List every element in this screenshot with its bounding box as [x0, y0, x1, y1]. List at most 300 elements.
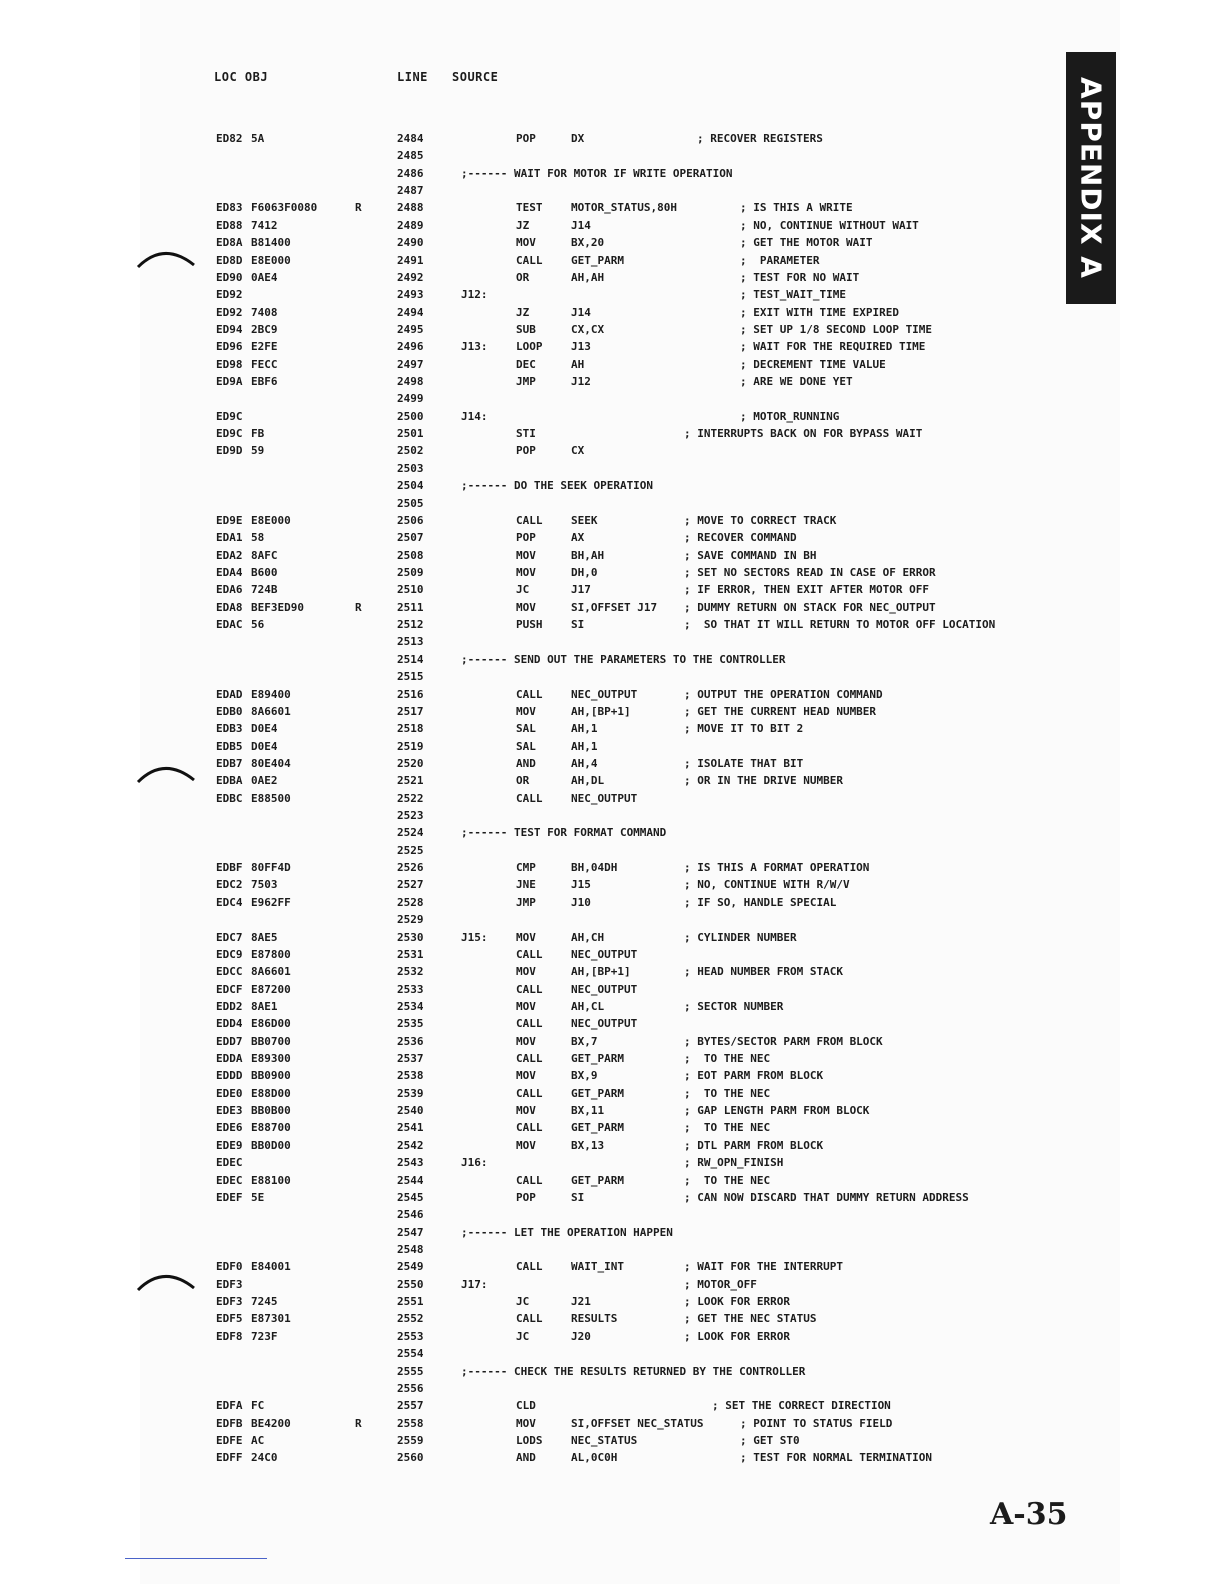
location-cell: ED88 [216, 218, 243, 232]
label-cell: J15: [461, 930, 488, 944]
object-code-cell: E88500 [251, 791, 291, 805]
header-line: LINE [397, 70, 428, 84]
location-cell: EDEF [216, 1190, 243, 1204]
location-cell: EDDA [216, 1052, 243, 1066]
location-cell: EDC9 [216, 947, 243, 961]
location-cell: ED94 [216, 322, 243, 336]
location-cell: EDCF [216, 982, 243, 996]
opcode-cell: CALL [516, 1173, 543, 1187]
object-code-cell: 7412 [251, 218, 278, 232]
listing-row [0, 582, 1060, 599]
comment-cell: ; OUTPUT THE OPERATION COMMAND [684, 687, 883, 701]
listing-row [0, 1259, 1060, 1276]
operand-cell: BX,11 [571, 1104, 605, 1118]
listing-row [0, 339, 1060, 356]
location-cell: EDB3 [216, 722, 243, 736]
object-code-cell: 59 [251, 444, 265, 458]
operand-cell: NEC_OUTPUT [571, 982, 638, 996]
line-number-cell: 2504 [397, 479, 424, 493]
opcode-cell: JC [516, 1295, 530, 1309]
opcode-cell: JZ [516, 218, 530, 232]
comment-cell: ; SAVE COMMAND IN BH [684, 548, 817, 562]
object-code-cell: D0E4 [251, 722, 278, 736]
line-number-cell: 2524 [397, 826, 424, 840]
opcode-cell: POP [516, 132, 536, 145]
comment-cell: ; POINT TO STATUS FIELD [740, 1416, 893, 1430]
line-number-cell: 2540 [397, 1104, 424, 1118]
object-code-cell: 7245 [251, 1295, 278, 1309]
listing-row [0, 1207, 1060, 1224]
object-code-cell: E8E000 [251, 253, 291, 267]
line-number-cell: 2541 [397, 1121, 424, 1135]
comment-cell: ; IS THIS A WRITE [740, 201, 853, 215]
line-number-cell: 2496 [397, 340, 424, 354]
opcode-cell: CMP [516, 861, 536, 875]
line-number-cell: 2549 [397, 1260, 424, 1274]
listing-row [0, 530, 1060, 547]
location-cell: EDA4 [216, 565, 243, 579]
line-number-cell: 2543 [397, 1156, 424, 1170]
object-code-cell: 8AE5 [251, 930, 278, 944]
line-number-cell: 2535 [397, 1017, 424, 1031]
operand-cell: AL,0C0H [571, 1451, 618, 1465]
comment-cell: ; RECOVER REGISTERS [697, 132, 823, 145]
line-number-cell: 2512 [397, 618, 424, 632]
location-cell: ED98 [216, 357, 243, 371]
line-number-cell: 2537 [397, 1052, 424, 1066]
operand-cell: J17 [571, 583, 591, 597]
listing-row [0, 1034, 1060, 1051]
comment-cell: ; IF SO, HANDLE SPECIAL [684, 895, 837, 909]
opcode-cell: CALL [516, 791, 543, 805]
operand-cell: GET_PARM [571, 1052, 624, 1066]
line-number-cell: 2558 [397, 1416, 424, 1430]
operand-cell: J14 [571, 305, 591, 319]
operand-cell: J14 [571, 218, 591, 232]
location-cell: EDCC [216, 965, 243, 979]
listing-row [0, 1068, 1060, 1085]
object-code-cell: E87301 [251, 1312, 291, 1326]
object-code-cell: 0AE2 [251, 774, 278, 788]
operand-cell: GET_PARM [571, 1173, 624, 1187]
listing-row [0, 287, 1060, 304]
listing-row [0, 305, 1060, 322]
opcode-cell: CALL [516, 1312, 543, 1326]
line-number-cell: 2519 [397, 739, 424, 753]
object-code-cell: E8E000 [251, 513, 291, 527]
location-cell: EDAC [216, 618, 243, 632]
location-cell: EDE3 [216, 1104, 243, 1118]
operand-cell: AH,4 [571, 756, 598, 770]
listing-row [0, 461, 1060, 478]
section-separator-comment: ;------ SEND OUT THE PARAMETERS TO THE CONTROLLER [461, 652, 786, 666]
location-cell: EDE6 [216, 1121, 243, 1135]
line-number-cell: 2490 [397, 236, 424, 250]
location-cell: EDC7 [216, 930, 243, 944]
comment-cell: ; EXIT WITH TIME EXPIRED [740, 305, 899, 319]
listing-row [0, 322, 1060, 339]
object-code-cell: 56 [251, 618, 265, 632]
label-cell: J14: [461, 409, 488, 423]
line-number-cell: 2544 [397, 1173, 424, 1187]
object-code-cell: 8A6601 [251, 704, 291, 718]
comment-cell: ; GET THE MOTOR WAIT [740, 236, 873, 250]
operand-cell: MOTOR_STATUS,80H [571, 201, 677, 215]
listing-row [0, 1277, 1060, 1294]
opcode-cell: AND [516, 1451, 536, 1465]
operand-cell: BX,20 [571, 236, 605, 250]
comment-cell: ; WAIT FOR THE REQUIRED TIME [740, 340, 926, 354]
listing-row [0, 1190, 1060, 1207]
opcode-cell: SUB [516, 322, 536, 336]
line-number-cell: 2555 [397, 1364, 424, 1378]
comment-cell: ; HEAD NUMBER FROM STACK [684, 965, 843, 979]
line-number-cell: 2550 [397, 1277, 424, 1291]
operand-cell: BX,7 [571, 1034, 598, 1048]
listing-row [0, 791, 1060, 808]
listing-row [0, 513, 1060, 530]
line-number-cell: 2518 [397, 722, 424, 736]
object-code-cell: B600 [251, 565, 278, 579]
object-code-cell: 7503 [251, 878, 278, 892]
comment-cell: ; MOVE TO CORRECT TRACK [684, 513, 837, 527]
listing-row [0, 1364, 1060, 1381]
comment-cell: ; SET THE CORRECT DIRECTION [712, 1399, 891, 1413]
listing-row [0, 235, 1060, 252]
location-cell: EDFF [216, 1451, 243, 1465]
listing-row [0, 1329, 1060, 1346]
location-cell: ED8A [216, 236, 243, 250]
location-cell: EDC2 [216, 878, 243, 892]
opcode-cell: LOOP [516, 340, 543, 354]
operand-cell: J13 [571, 340, 591, 354]
relocation-flag: R [355, 201, 362, 215]
opcode-cell: MOV [516, 1069, 536, 1083]
comment-cell: ; OR IN THE DRIVE NUMBER [684, 774, 843, 788]
page-number: A-35 [990, 1497, 1068, 1532]
header-loc-obj: LOC OBJ [214, 70, 269, 84]
comment-cell: ; PARAMETER [740, 253, 820, 267]
appendix-tab [1066, 52, 1116, 304]
listing-row [0, 496, 1060, 513]
operand-cell: WAIT_INT [571, 1260, 624, 1274]
location-cell: EDF3 [216, 1295, 243, 1309]
comment-cell: ; SO THAT IT WILL RETURN TO MOTOR OFF LOCATION [684, 618, 996, 632]
object-code-cell: BB0900 [251, 1069, 291, 1083]
opcode-cell: JC [516, 583, 530, 597]
object-code-cell: FECC [251, 357, 278, 371]
operand-cell: DH,0 [571, 565, 598, 579]
opcode-cell: POP [516, 444, 536, 458]
object-code-cell: 2BC9 [251, 322, 278, 336]
listing-row [0, 634, 1060, 651]
line-number-cell: 2497 [397, 357, 424, 371]
comment-cell: ; TO THE NEC [684, 1121, 771, 1135]
location-cell: EDF5 [216, 1312, 243, 1326]
location-cell: EDF8 [216, 1329, 243, 1343]
location-cell: EDE9 [216, 1138, 243, 1152]
object-code-cell: D0E4 [251, 739, 278, 753]
line-number-cell: 2560 [397, 1451, 424, 1465]
line-number-cell: 2526 [397, 861, 424, 875]
comment-cell: ; MOVE IT TO BIT 2 [684, 722, 804, 736]
comment-cell: ; RECOVER COMMAND [684, 531, 797, 545]
opcode-cell: JNE [516, 878, 536, 892]
opcode-cell: CALL [516, 253, 543, 267]
opcode-cell: CALL [516, 982, 543, 996]
listing-row [0, 895, 1060, 912]
listing-row [0, 843, 1060, 860]
operand-cell: SI,OFFSET J17 [571, 600, 658, 614]
comment-cell: ; LOOK FOR ERROR [684, 1295, 790, 1309]
listing-row [0, 669, 1060, 686]
operand-cell: NEC_STATUS [571, 1433, 638, 1447]
listing-row [0, 721, 1060, 738]
opcode-cell: OR [516, 270, 530, 284]
location-cell: ED9C [216, 409, 243, 423]
line-number-cell: 2556 [397, 1381, 424, 1395]
opcode-cell: POP [516, 531, 536, 545]
operand-cell: GET_PARM [571, 1086, 624, 1100]
object-code-cell: 24C0 [251, 1451, 278, 1465]
opcode-cell: CLD [516, 1399, 536, 1413]
listing-row [0, 270, 1060, 287]
comment-cell: ; SET NO SECTORS READ IN CASE OF ERROR [684, 565, 936, 579]
opcode-cell: TEST [516, 201, 543, 215]
object-code-cell: BB0B00 [251, 1104, 291, 1118]
line-number-cell: 2548 [397, 1243, 424, 1256]
operand-cell: SI [571, 618, 585, 632]
line-number-cell: 2514 [397, 652, 424, 666]
section-separator-comment: ;------ TEST FOR FORMAT COMMAND [461, 826, 667, 840]
listing-row [0, 166, 1060, 183]
line-number-cell: 2532 [397, 965, 424, 979]
location-cell: EDAD [216, 687, 243, 701]
object-code-cell: 80FF4D [251, 861, 291, 875]
line-number-cell: 2545 [397, 1190, 424, 1204]
line-number-cell: 2488 [397, 201, 424, 215]
object-code-cell: 8AE1 [251, 999, 278, 1013]
line-number-cell: 2546 [397, 1208, 424, 1222]
comment-cell: ; INTERRUPTS BACK ON FOR BYPASS WAIT [684, 427, 923, 441]
line-number-cell: 2485 [397, 149, 424, 163]
line-number-cell: 2509 [397, 565, 424, 579]
opcode-cell: SAL [516, 739, 536, 753]
object-code-cell: 7408 [251, 305, 278, 319]
listing-row [0, 1311, 1060, 1328]
object-code-cell: BEF3ED90 [251, 600, 304, 614]
opcode-cell: CALL [516, 1017, 543, 1031]
object-code-cell: 80E404 [251, 756, 291, 770]
location-cell: EDFA [216, 1399, 243, 1413]
listing-row [0, 1173, 1060, 1190]
line-number-cell: 2503 [397, 461, 424, 475]
location-cell: EDF3 [216, 1277, 243, 1291]
comment-cell: ; RW_OPN_FINISH [684, 1156, 784, 1170]
comment-cell: ; LOOK FOR ERROR [684, 1329, 790, 1343]
operand-cell: AH,CH [571, 930, 605, 944]
header-source: SOURCE [452, 70, 499, 84]
listing-row [0, 391, 1060, 408]
comment-cell: ; WAIT FOR THE INTERRUPT [684, 1260, 843, 1274]
operand-cell: AH,[BP+1] [571, 704, 631, 718]
operand-cell: J15 [571, 878, 591, 892]
listing-row [0, 374, 1060, 391]
listing-row [0, 426, 1060, 443]
opcode-cell: CALL [516, 1260, 543, 1274]
operand-cell: AH,[BP+1] [571, 965, 631, 979]
listing-row [0, 1433, 1060, 1450]
listing-row [0, 912, 1060, 929]
line-number-cell: 2534 [397, 999, 424, 1013]
object-code-cell: E89400 [251, 687, 291, 701]
opcode-cell: MOV [516, 1416, 536, 1430]
comment-cell: ; EOT PARM FROM BLOCK [684, 1069, 824, 1083]
line-number-cell: 2505 [397, 496, 424, 510]
operand-cell: CX,CX [571, 322, 605, 336]
line-number-cell: 2557 [397, 1399, 424, 1413]
location-cell: EDEC [216, 1156, 243, 1170]
opcode-cell: CALL [516, 1121, 543, 1135]
operand-cell: DX [571, 132, 585, 145]
line-number-cell: 2489 [397, 218, 424, 232]
operand-cell: J12 [571, 375, 591, 389]
location-cell: ED9C [216, 427, 243, 441]
location-cell: EDBA [216, 774, 243, 788]
object-code-cell: F6063F0080 [251, 201, 318, 215]
line-number-cell: 2510 [397, 583, 424, 597]
opcode-cell: AND [516, 756, 536, 770]
opcode-cell: MOV [516, 1138, 536, 1152]
comment-cell: ; IF ERROR, THEN EXIT AFTER MOTOR OFF [684, 583, 930, 597]
comment-cell: ; ISOLATE THAT BIT [684, 756, 804, 770]
location-cell: EDA8 [216, 600, 243, 614]
operand-cell: RESULTS [571, 1312, 618, 1326]
opcode-cell: MOV [516, 548, 536, 562]
label-cell: J16: [461, 1156, 488, 1170]
object-code-cell: E962FF [251, 895, 291, 909]
section-separator-comment: ;------ DO THE SEEK OPERATION [461, 479, 654, 493]
listing-row [0, 1242, 1060, 1259]
operand-cell: BX,9 [571, 1069, 598, 1083]
location-cell: EDA6 [216, 583, 243, 597]
line-number-cell: 2529 [397, 913, 424, 927]
object-code-cell: 5A [251, 132, 265, 145]
comment-cell: ; GET THE NEC STATUS [684, 1312, 817, 1326]
location-cell: ED92 [216, 288, 243, 302]
listing-row [0, 964, 1060, 981]
opcode-cell: CALL [516, 687, 543, 701]
location-cell: ED82 [216, 132, 243, 145]
object-code-cell: AC [251, 1433, 265, 1447]
comment-cell: ; TO THE NEC [684, 1086, 771, 1100]
listing-row [0, 1120, 1060, 1137]
label-cell: J13: [461, 340, 488, 354]
object-code-cell: E89300 [251, 1052, 291, 1066]
operand-cell: GET_PARM [571, 253, 624, 267]
location-cell: EDEC [216, 1173, 243, 1187]
location-cell: EDD2 [216, 999, 243, 1013]
listing-row [0, 947, 1060, 964]
object-code-cell: E88700 [251, 1121, 291, 1135]
listing-row [0, 548, 1060, 565]
comment-cell: ; IS THIS A FORMAT OPERATION [684, 861, 870, 875]
opcode-cell: SAL [516, 722, 536, 736]
line-number-cell: 2499 [397, 392, 424, 406]
location-cell: ED9A [216, 375, 243, 389]
object-code-cell: EBF6 [251, 375, 278, 389]
label-cell: J12: [461, 288, 488, 302]
operand-cell: SEEK [571, 513, 598, 527]
listing-row [0, 1450, 1060, 1467]
operand-cell: GET_PARM [571, 1121, 624, 1135]
listing-row [0, 183, 1060, 200]
line-number-cell: 2513 [397, 635, 424, 649]
opcode-cell: LODS [516, 1433, 543, 1447]
operand-cell: SI [571, 1190, 585, 1204]
opcode-cell: JZ [516, 305, 530, 319]
assembly-listing [0, 131, 1060, 1468]
listing-row [0, 218, 1060, 235]
listing-row [0, 825, 1060, 842]
line-number-cell: 2495 [397, 322, 424, 336]
line-number-cell: 2517 [397, 704, 424, 718]
line-number-cell: 2539 [397, 1086, 424, 1100]
opcode-cell: PUSH [516, 618, 543, 632]
operand-cell: AH [571, 357, 585, 371]
location-cell: EDD7 [216, 1034, 243, 1048]
relocation-flag: R [355, 600, 362, 614]
location-cell: EDE0 [216, 1086, 243, 1100]
location-cell: ED83 [216, 201, 243, 215]
object-code-cell: E86D00 [251, 1017, 291, 1031]
operand-cell: NEC_OUTPUT [571, 947, 638, 961]
location-cell: ED8D [216, 253, 243, 267]
comment-cell: ; TEST FOR NO WAIT [740, 270, 860, 284]
operand-cell: AH,1 [571, 739, 598, 753]
line-number-cell: 2547 [397, 1225, 424, 1239]
listing-row [0, 1346, 1060, 1363]
operand-cell: BH,AH [571, 548, 605, 562]
location-cell: ED9E [216, 513, 243, 527]
line-number-cell: 2531 [397, 947, 424, 961]
line-number-cell: 2530 [397, 930, 424, 944]
object-code-cell: 8AFC [251, 548, 278, 562]
opcode-cell: MOV [516, 704, 536, 718]
listing-row [0, 860, 1060, 877]
bottom-rule [125, 1558, 267, 1559]
operand-cell: NEC_OUTPUT [571, 791, 638, 805]
listing-row [0, 930, 1060, 947]
location-cell: ED90 [216, 270, 243, 284]
listing-row [0, 739, 1060, 756]
line-number-cell: 2559 [397, 1433, 424, 1447]
opcode-cell: DEC [516, 357, 536, 371]
object-code-cell: BB0D00 [251, 1138, 291, 1152]
comment-cell: ; GAP LENGTH PARM FROM BLOCK [684, 1104, 870, 1118]
location-cell: EDD4 [216, 1017, 243, 1031]
comment-cell: ; DUMMY RETURN ON STACK FOR NEC_OUTPUT [684, 600, 936, 614]
line-number-cell: 2520 [397, 756, 424, 770]
opcode-cell: JMP [516, 375, 536, 389]
object-code-cell: B81400 [251, 236, 291, 250]
opcode-cell: CALL [516, 947, 543, 961]
object-code-cell: FC [251, 1399, 265, 1413]
operand-cell: J20 [571, 1329, 591, 1343]
operand-cell: AH,AH [571, 270, 605, 284]
operand-cell: NEC_OUTPUT [571, 1017, 638, 1031]
location-cell: EDF0 [216, 1260, 243, 1274]
